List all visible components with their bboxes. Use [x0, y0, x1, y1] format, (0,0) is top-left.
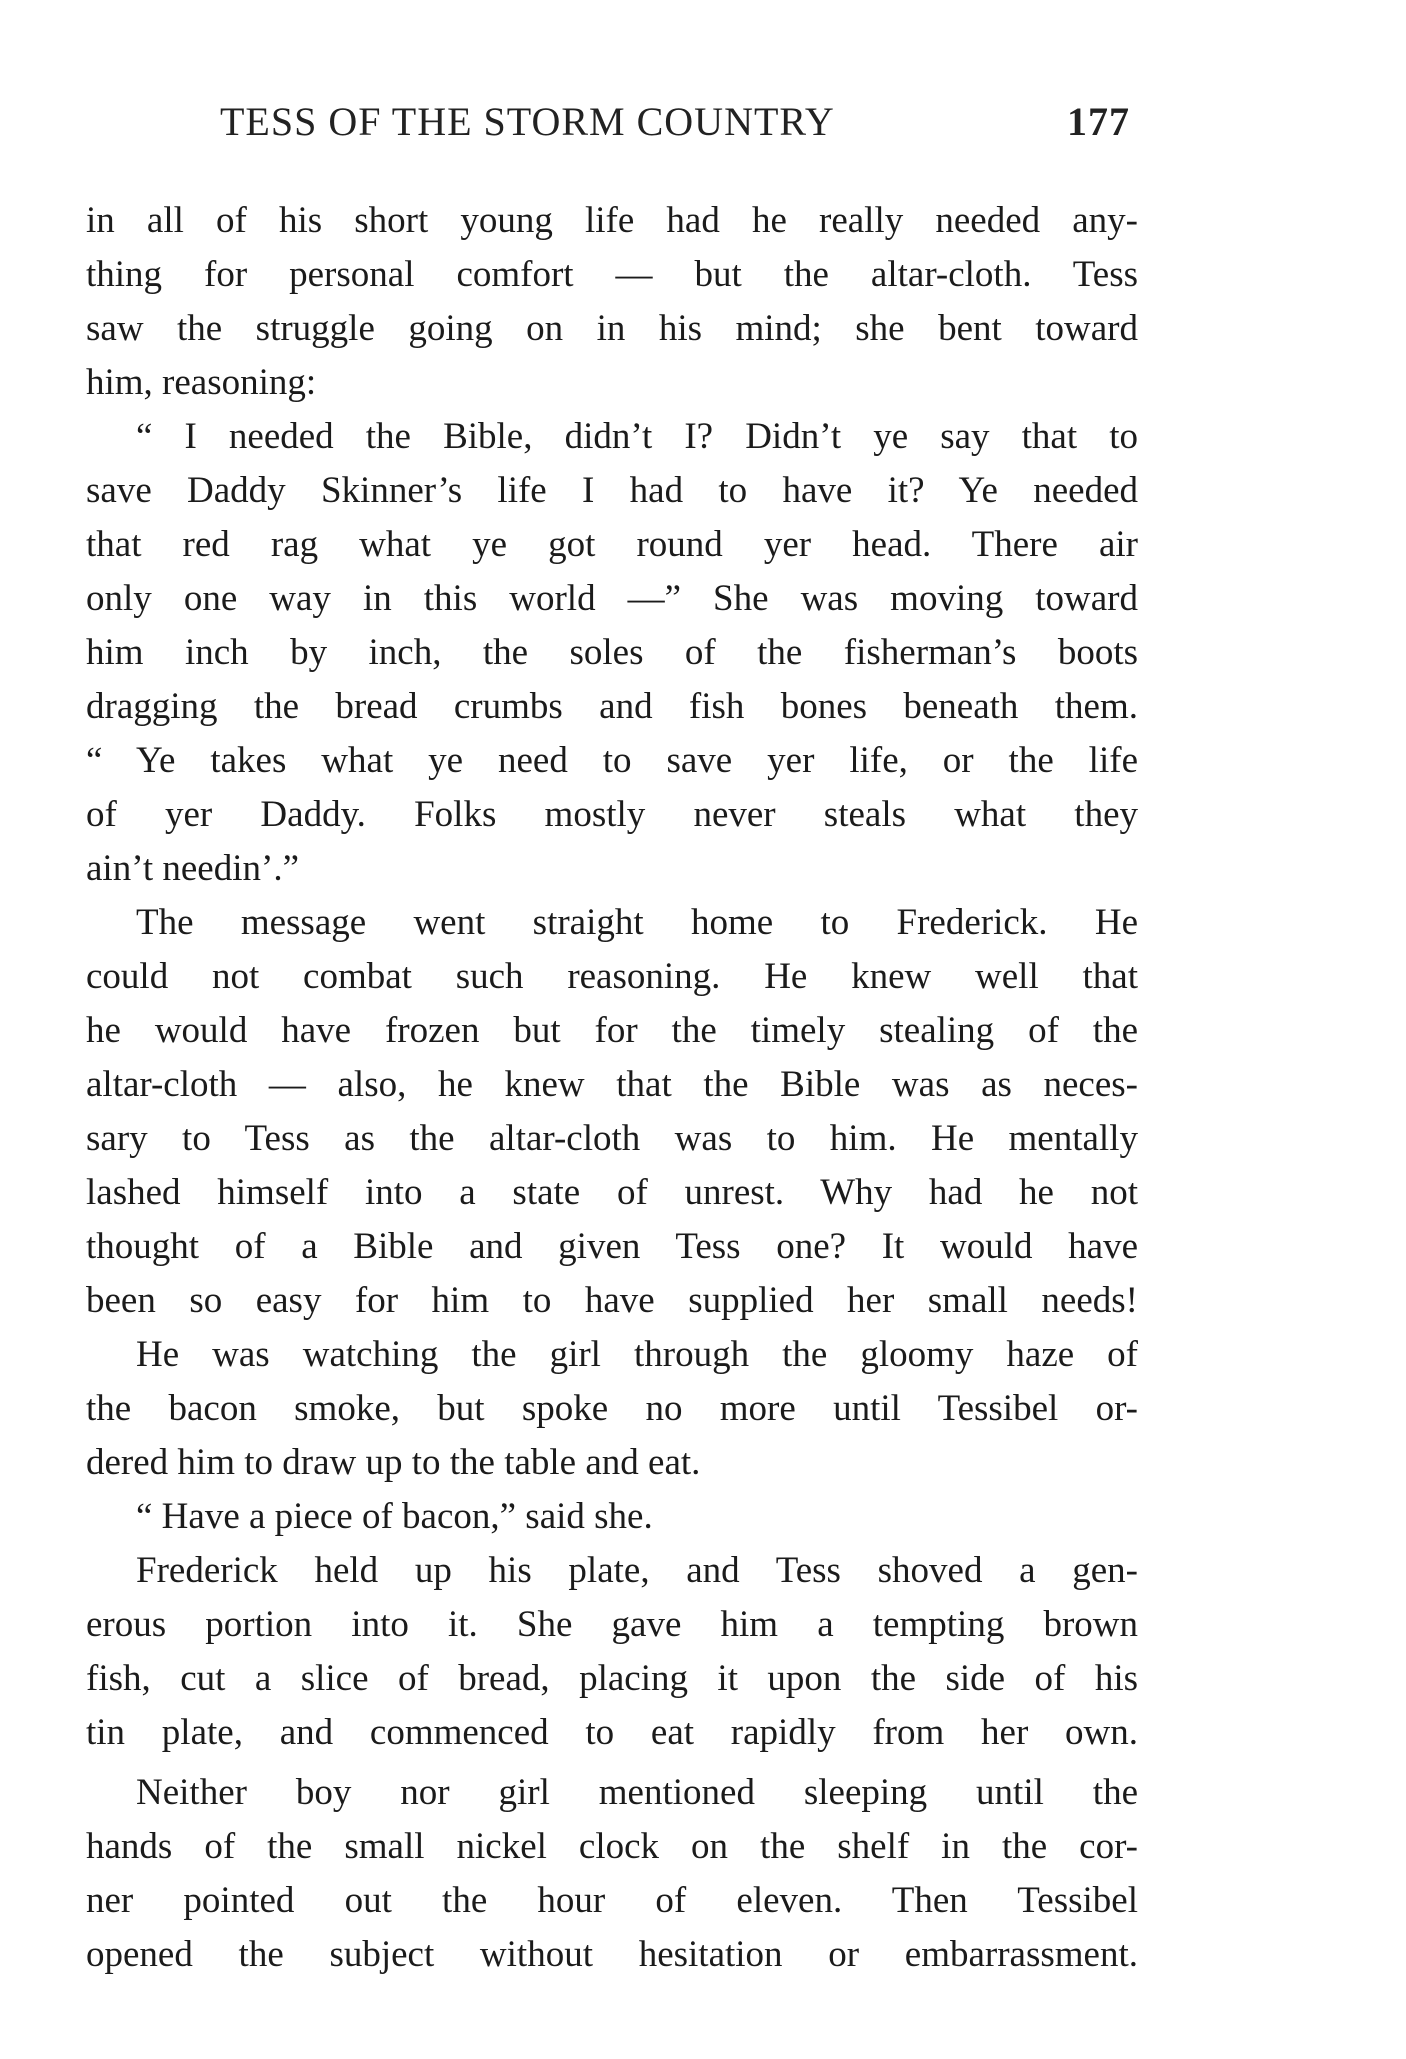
text-line: “ I needed the Bible, didn’t I? Didn’t ye say that to	[136, 416, 1138, 457]
text-line: the bacon smoke, but spoke no more until Tessibel or-	[86, 1388, 1138, 1429]
text-line: altar-cloth — also, he knew that the Bible was as neces-	[86, 1064, 1138, 1105]
text-line: Neither boy nor girl mentioned sleeping until the	[136, 1772, 1138, 1813]
text-line: hands of the small nickel clock on the shelf in the cor-	[86, 1826, 1138, 1867]
text-line: The message went straight home to Frederick. He	[136, 902, 1138, 943]
text-line: opened the subject without hesitation or embarrassment.	[86, 1934, 1138, 1975]
text-line: ner pointed out the hour of eleven. Then Tessibel	[86, 1880, 1138, 1921]
text-line: saw the struggle going on in his mind; she bent toward	[86, 308, 1138, 349]
text-line: lashed himself into a state of unrest. Why had he not	[86, 1172, 1138, 1213]
text-line: thought of a Bible and given Tess one? It would have	[86, 1226, 1138, 1267]
text-line: that red rag what ye got round yer head. There air	[86, 524, 1138, 565]
text-line: of yer Daddy. Folks mostly never steals what they	[86, 794, 1138, 835]
page-number: 177	[1067, 99, 1130, 144]
text-line: tin plate, and commenced to eat rapidly from her own.	[86, 1712, 1138, 1753]
text-line: dered him to draw up to the table and eat.	[86, 1442, 701, 1483]
text-line: him, reasoning:	[86, 362, 317, 403]
text-line: “ Ye takes what ye need to save yer life, or the life	[86, 740, 1138, 781]
text-line: dragging the bread crumbs and fish bones beneath them.	[86, 686, 1138, 727]
text-line: been so easy for him to have supplied her small needs!	[86, 1280, 1138, 1321]
text-line: sary to Tess as the altar-cloth was to him. He mentally	[86, 1118, 1138, 1159]
text-line: Frederick held up his plate, and Tess shoved a gen-	[136, 1550, 1138, 1591]
text-line: he would have frozen but for the timely stealing of the	[86, 1010, 1138, 1051]
text-line: in all of his short young life had he really needed any-	[86, 200, 1138, 241]
text-line: only one way in this world —” She was moving toward	[86, 578, 1138, 619]
text-line: erous portion into it. She gave him a tempting brown	[86, 1604, 1138, 1645]
text-line: thing for personal comfort — but the altar-cloth. Tess	[86, 254, 1138, 295]
text-line: “ Have a piece of bacon,” said she.	[136, 1496, 653, 1537]
running-head	[220, 98, 1130, 158]
text-line: ain’t needin’.”	[86, 848, 300, 889]
running-head-title: TESS OF THE STORM COUNTRY	[220, 99, 835, 144]
text-line: fish, cut a slice of bread, placing it upon the side of his	[86, 1658, 1138, 1699]
text-line: He was watching the girl through the gloomy haze of	[136, 1334, 1138, 1375]
text-line: save Daddy Skinner’s life I had to have it? Ye needed	[86, 470, 1138, 511]
text-line: could not combat such reasoning. He knew well that	[86, 956, 1138, 997]
text-line: him inch by inch, the soles of the fisherman’s boots	[86, 632, 1138, 673]
